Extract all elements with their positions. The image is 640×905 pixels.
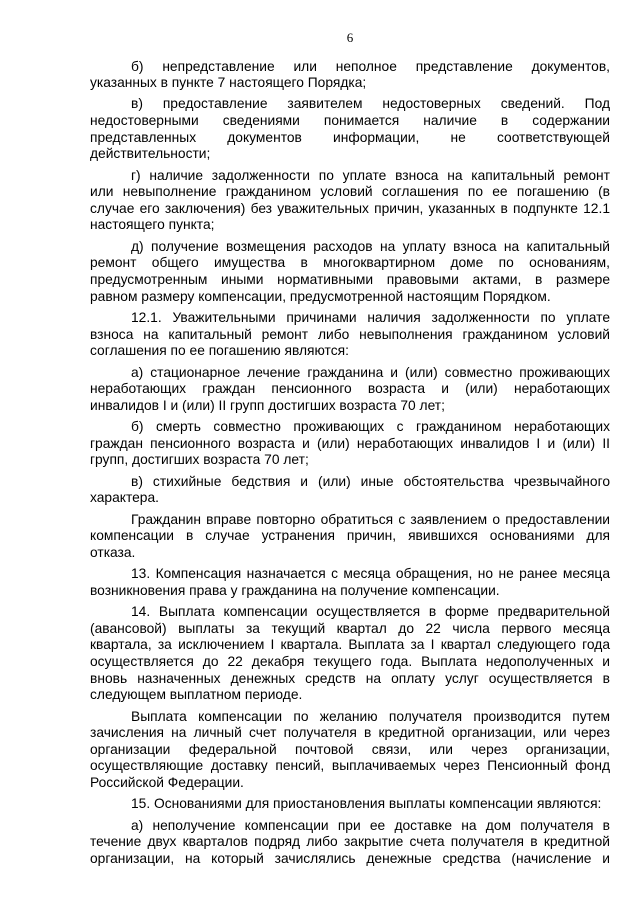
text-line: 12.1. Уважительными причинами наличия задолженности по уплате [131, 310, 610, 325]
text-line: действительности; [90, 146, 211, 162]
paragraph [90, 474, 610, 507]
text-line: предусмотренным иными нормативными правовыми актами, в размере [90, 272, 610, 288]
text-line: квартала, за исключением I квартала. Выплата за I квартал следующего года [90, 637, 610, 653]
text-line: Российской Федерации. [90, 775, 244, 791]
text-line: компенсации в случае устранения причин, явившихся основаниями для [90, 528, 610, 544]
text-line: организации, на который зачислялись денежные средства (начисление и [90, 850, 610, 866]
text-line: 15. Основаниями для приостановления выплаты компенсации являются: [131, 796, 602, 812]
paragraph [90, 512, 610, 562]
paragraph [90, 604, 610, 704]
paragraph [90, 168, 610, 234]
text-line: (авансовой) выплаты за текущий квартал до 22 числа первого месяца [90, 620, 610, 636]
text-line: соглашения по ее погашению являются: [90, 343, 349, 359]
text-line: недостоверными сведениями понимается наличие в содержании [90, 113, 610, 129]
text-line: д) получение возмещения расходов на уплату взноса на капитальный [131, 238, 610, 254]
text-line: равном размеру компенсации, предусмотренной настоящим Порядком. [90, 288, 551, 304]
text-line: 13. Компенсация назначается с месяца обращения, но не ранее месяца [131, 566, 610, 582]
text-line: г) наличие задолженности по уплате взноса на капитальный ремонт [131, 167, 610, 183]
text-line: характера. [90, 490, 159, 506]
paragraph [90, 239, 610, 305]
text-line: вновь назначенных денежных средств на оплату услуг осуществляется в [90, 670, 610, 686]
text-line: б) смерть совместно проживающих с гражданином неработающих [131, 419, 610, 435]
paragraph [90, 566, 610, 599]
text-line: Гражданин вправе повторно обратиться с заявлением о предоставлении [131, 511, 610, 527]
text-line: неработающих граждан пенсионного возраста и (или) неработающих [90, 381, 610, 397]
text-line: а) стационарное лечение гражданина и (или) совместно проживающих [131, 364, 610, 380]
paragraph [90, 96, 610, 162]
text-line: 14. Выплата компенсации осуществляется в форме предварительной [131, 604, 610, 620]
text-line: б) непредставление или неполное представление документов, [131, 58, 610, 74]
text-line: следующем выплатном периоде. [90, 687, 303, 703]
text-line: настоящего пункта; [90, 217, 215, 233]
text-line: а) неполучение компенсации при ее доставке на дом получателя в [131, 817, 610, 833]
text-line: или невыполнение гражданином условий соглашения по ее погашению (в [90, 184, 610, 200]
paragraph [90, 59, 610, 92]
text-line: в) стихийные бедствия и (или) иные обстоятельства чрезвычайного [131, 473, 610, 489]
text-line: Выплата компенсации по желанию получателя производится путем [131, 708, 610, 724]
text-line: возникновения права у гражданина на получение компенсации. [90, 582, 500, 598]
text-line: взноса на капитальный ремонт либо невыполнения гражданином условий [90, 326, 610, 342]
text-line: инвалидов I и (или) II групп достигших возраста 70 лет; [90, 397, 445, 413]
paragraph [90, 796, 610, 813]
text-line: случае его заключения) без уважительных причин, указанных в подпункте 12.1 [90, 200, 610, 216]
text-line: отказа. [90, 544, 136, 560]
paragraph [90, 310, 610, 360]
paragraph [90, 419, 610, 469]
document-body [90, 59, 610, 873]
text-line: осуществляющие доставку пенсий, выплачиваемых через Пенсионный фонд [90, 758, 610, 774]
text-line: представленных документов информации, не соответствующей [90, 129, 610, 145]
paragraph [90, 365, 610, 415]
text-line: в) предоставление заявителем недостоверных сведений. Под [131, 96, 610, 112]
text-line: течение двух кварталов подряд либо закрытие счета получателя в кредитной [90, 834, 610, 850]
text-line: групп, достигших возраста 70 лет; [90, 452, 309, 468]
text-line: осуществляется до 22 декабря текущего года. Выплата недополученных и [90, 654, 610, 670]
text-line: указанных в пункте 7 настоящего Порядка; [90, 75, 367, 91]
text-line: ремонт общего имущества в многоквартирном доме по основаниям, [90, 255, 610, 271]
page-number: 6 [346, 30, 354, 45]
text-line: зачисления на личный счет получателя в кредитной организации, или через [90, 725, 610, 741]
text-line: организации федеральной почтовой связи, или через организации, [90, 741, 610, 757]
paragraph [90, 709, 610, 792]
paragraph [90, 818, 610, 868]
text-line: граждан пенсионного возраста и (или) неработающих инвалидов I и (или) II [90, 435, 610, 451]
